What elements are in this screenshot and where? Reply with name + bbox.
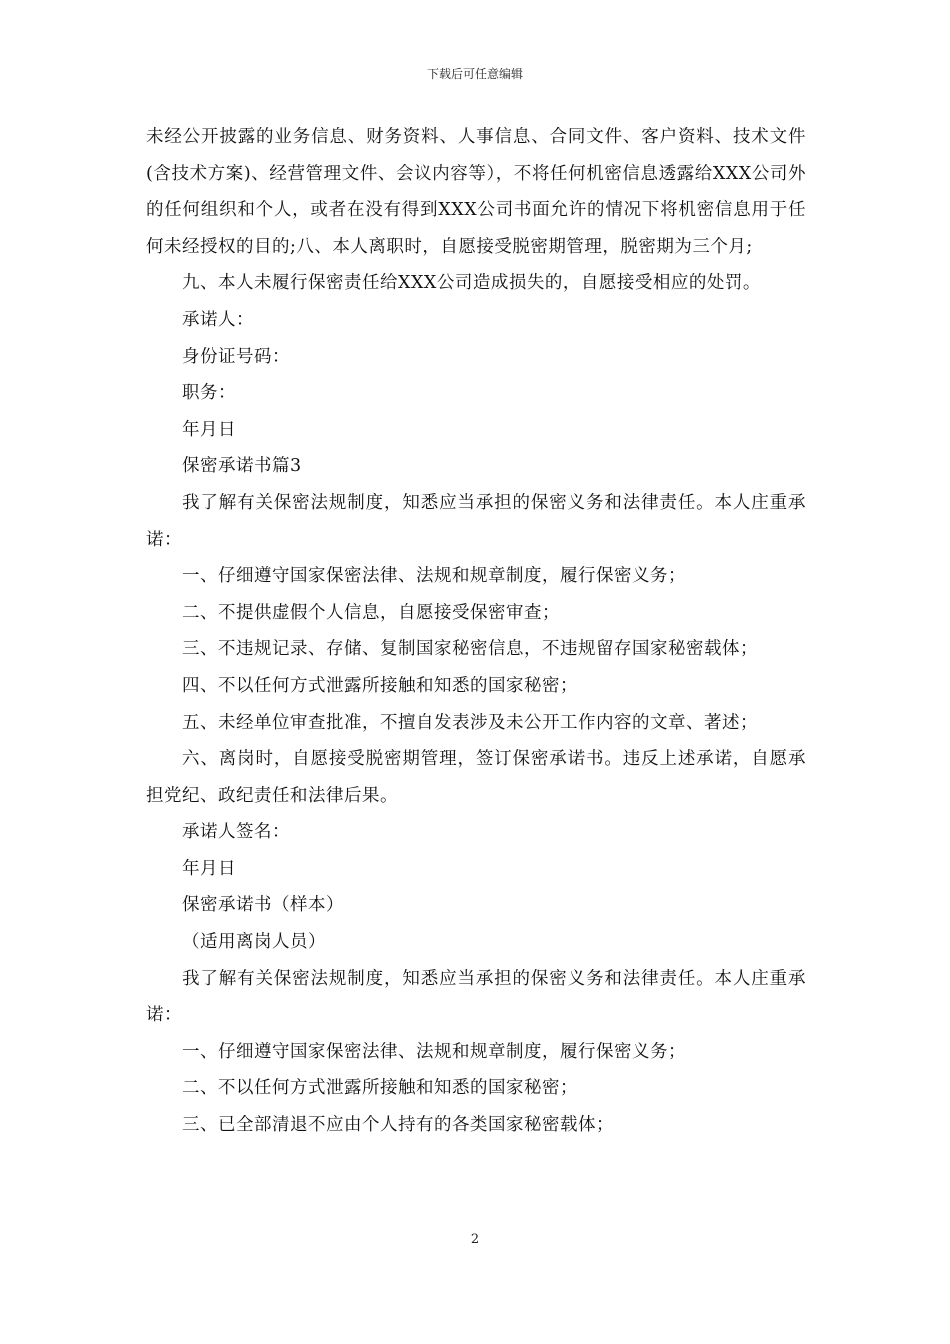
page-header: 下载后可任意编辑 bbox=[426, 67, 523, 81]
document-body bbox=[146, 119, 806, 1144]
paragraph-clause-9: 九、本人未履行保密责任给XXX公司造成损失的，自愿接受相应的处罚。 bbox=[182, 273, 761, 294]
clause-item: 三、已全部清退不应由个人持有的各类国家秘密载体； bbox=[182, 1115, 614, 1136]
clause-item: 三、不违规记录、存储、复制国家秘密信息，不违规留存国家秘密载体； bbox=[182, 639, 758, 660]
signature-label: 承诺人签名： bbox=[182, 822, 290, 843]
clause-item: 一、仔细遵守国家保密法律、法规和规章制度，履行保密义务； bbox=[182, 566, 686, 587]
paragraph-intro: 我了解有关保密法规制度，知悉应当承担的保密义务和法律责任。本人庄重承诺： bbox=[146, 492, 806, 550]
clause-item: 二、不提供虚假个人信息，自愿接受保密审查； bbox=[182, 602, 560, 623]
clause-item: 五、未经单位审查批准，不擅自发表涉及未公开工作内容的文章、著述； bbox=[182, 712, 758, 733]
promisor-label: 承诺人： bbox=[182, 309, 254, 330]
paragraph-continuation: 未经公开披露的业务信息、财务资料、人事信息、合同文件、客户资料、技术文件(含技术方案)、经营管理文件、会议内容等），不将任何机密信息透露给XXX公司外的任何组织和个人，或者在没有得到XXX公司书面允许的情况下将机密信息用于任何未经授权的目的;八、本人离职时，自愿接受脱密期管理，脱密期为三个月; bbox=[146, 127, 806, 257]
clause-item: 二、不以任何方式泄露所接触和知悉的国家秘密； bbox=[182, 1078, 578, 1099]
id-number-label: 身份证号码： bbox=[182, 346, 290, 367]
position-label: 职务： bbox=[182, 383, 236, 404]
date-label: 年月日 bbox=[182, 419, 236, 440]
clause-item: 四、不以任何方式泄露所接触和知悉的国家秘密； bbox=[182, 675, 578, 696]
section-title: 保密承诺书（样本） bbox=[182, 895, 344, 916]
clause-item: 六、离岗时，自愿接受脱密期管理，签订保密承诺书。违反上述承诺，自愿承担党纪、政纪责任和法律后果。 bbox=[146, 749, 806, 806]
date-label: 年月日 bbox=[182, 858, 236, 879]
section-title: 保密承诺书篇3 bbox=[182, 456, 302, 477]
clause-item: 一、仔细遵守国家保密法律、法规和规章制度，履行保密义务； bbox=[182, 1041, 686, 1062]
paragraph-intro: 我了解有关保密法规制度，知悉应当承担的保密义务和法律责任。本人庄重承诺： bbox=[146, 968, 806, 1026]
page-number: 2 bbox=[470, 1232, 480, 1247]
section-subtitle: （适用离岗人员） bbox=[182, 932, 326, 953]
